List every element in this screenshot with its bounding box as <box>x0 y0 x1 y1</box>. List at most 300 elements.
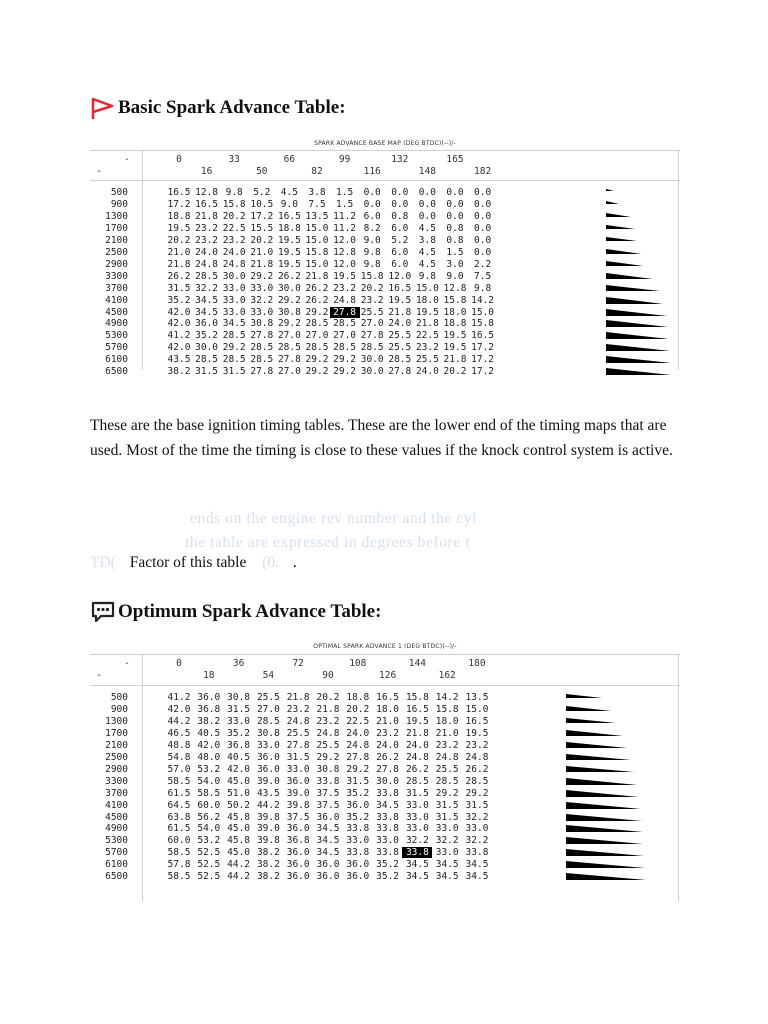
table-cell: 26.2 <box>305 294 329 306</box>
table-cell: 9.8 <box>363 258 381 270</box>
basic-spark-heading-text: Basic Spark Advance Table: <box>118 97 346 118</box>
table-cell: 18.8 <box>167 210 191 222</box>
table-cell: 24.8 <box>405 751 429 763</box>
table-cell: 34.5 <box>316 847 340 859</box>
table-cell: 18.8 <box>443 318 467 330</box>
table-cell: 35.2 <box>195 330 219 342</box>
table-cell: 17.2 <box>250 210 274 222</box>
table-cell: 24.0 <box>222 246 246 258</box>
table-cell: 31.5 <box>435 799 459 811</box>
table-cell: 5.2 <box>253 187 271 198</box>
table-cell: 33.0 <box>222 282 246 294</box>
table-cell: 24.8 <box>286 715 310 727</box>
table-cell: 15.0 <box>305 222 329 234</box>
table-cell: 9.8 <box>363 246 381 258</box>
table-cell: 45.0 <box>227 847 251 859</box>
table-cell: 54.0 <box>197 775 221 787</box>
table-cell: 25.5 <box>388 330 412 342</box>
load-header-top: 36 <box>232 658 245 669</box>
header-separator <box>90 180 680 181</box>
table-cell: 19.5 <box>333 270 357 282</box>
table-cell: 45.0 <box>227 775 251 787</box>
table-cell: 20.2 <box>443 366 467 378</box>
table-cell: 23.2 <box>465 739 489 751</box>
table-cell: 30.8 <box>316 763 340 775</box>
table-cell: 53.2 <box>197 763 221 775</box>
table-cell: 30.0 <box>195 342 219 354</box>
table-cell: 16.5 <box>465 715 489 727</box>
table-cell: 27.8 <box>277 354 301 366</box>
table-cell: 36.0 <box>286 859 310 871</box>
trend-bar <box>606 285 660 291</box>
table-cell: 48.8 <box>167 739 191 751</box>
table-cell: 6.0 <box>363 210 381 222</box>
rpm-label: 5300 <box>105 330 128 342</box>
table-cell: 19.5 <box>415 306 439 318</box>
table-cell: 33.0 <box>227 715 251 727</box>
load-header-top: 0 <box>176 658 182 669</box>
table-cell: 33.8 <box>465 847 489 859</box>
table-cell: 36.8 <box>286 835 310 847</box>
table-cell: 0.0 <box>474 246 492 258</box>
table-cell: 29.2 <box>250 270 274 282</box>
table-cell: 20.2 <box>316 692 340 703</box>
table-cell: 0.0 <box>363 198 381 210</box>
row-header-bottom: - <box>96 166 102 177</box>
table-cell: 58.5 <box>197 787 221 799</box>
table-cell: 33.8 <box>376 787 400 799</box>
table-cell: 26.2 <box>376 751 400 763</box>
table-cell: 61.5 <box>167 787 191 799</box>
table-cell: 23.2 <box>316 715 340 727</box>
table-cell: 26.2 <box>465 763 489 775</box>
table-cell: 28.5 <box>256 715 280 727</box>
table-cell: 3.0 <box>446 258 464 270</box>
table-cell: 27.8 <box>250 366 274 378</box>
table-cell: 32.2 <box>195 282 219 294</box>
table-cell: 36.0 <box>195 318 219 330</box>
faint-line-1: ends on the engine rev number and the cyl <box>190 510 478 527</box>
table-cell: 33.8 <box>316 775 340 787</box>
table-cell: 15.8 <box>222 198 246 210</box>
table-cell: 39.0 <box>286 787 310 799</box>
table-cell: 33.0 <box>465 823 489 835</box>
table-cell: 34.5 <box>435 859 459 871</box>
table-cell: 21.0 <box>435 727 459 739</box>
table-cell: 20.2 <box>346 703 370 715</box>
rpm-label: 1700 <box>105 222 128 234</box>
table-cell: 60.0 <box>197 799 221 811</box>
table-cell: 42.0 <box>167 318 191 330</box>
table-cell: 31.5 <box>286 751 310 763</box>
load-header-top: 0 <box>176 154 182 165</box>
table-cell: 1.5 <box>336 187 354 198</box>
table-cell: 42.0 <box>167 306 191 318</box>
table-cell: 15.5 <box>250 222 274 234</box>
table-cell: 33.8 <box>346 823 370 835</box>
table-cell: 4.5 <box>418 258 436 270</box>
load-header-bottom: 116 <box>363 166 381 177</box>
table-cell: 42.0 <box>167 703 191 715</box>
table-cell: 33.0 <box>376 835 400 847</box>
table-cell: 39.8 <box>256 811 280 823</box>
table-cell: 0.8 <box>446 222 464 234</box>
table-cell: 15.8 <box>405 692 429 703</box>
table-cell: 39.8 <box>256 835 280 847</box>
table-cell: 16.5 <box>405 703 429 715</box>
rpm-label: 2500 <box>105 751 128 763</box>
table-cell: 28.5 <box>222 354 246 366</box>
rpm-label: 6100 <box>105 859 128 871</box>
table-cell: 36.0 <box>286 823 310 835</box>
table-cell: 33.8 <box>376 847 400 859</box>
table-cell: 41.2 <box>167 330 191 342</box>
table-cell: 31.5 <box>222 366 246 378</box>
table-cell: 19.5 <box>405 715 429 727</box>
table-cell: 0.0 <box>391 187 409 198</box>
table-cell: 0.0 <box>446 210 464 222</box>
table-cell: 31.5 <box>465 799 489 811</box>
table-cell: 36.0 <box>256 751 280 763</box>
table-cell: 24.0 <box>346 727 370 739</box>
table-cell: 31.5 <box>435 811 459 823</box>
table-cell: 33.0 <box>256 739 280 751</box>
table-cell: 0.0 <box>474 198 492 210</box>
table-cell: 21.8 <box>388 306 412 318</box>
table-cell: 18.0 <box>435 715 459 727</box>
table-cell: 36.0 <box>346 799 370 811</box>
flag-icon <box>90 95 116 121</box>
table-cell: 51.0 <box>227 787 251 799</box>
faint-value: (0. <box>262 554 280 571</box>
rpm-label: 6100 <box>105 354 128 366</box>
table-cell: 22.5 <box>222 222 246 234</box>
table-cell: 5.2 <box>391 234 409 246</box>
row-header-divider <box>142 654 143 901</box>
table-cell: 30.8 <box>277 306 301 318</box>
table-cell: 24.8 <box>465 751 489 763</box>
table-cell: 38.2 <box>167 366 191 378</box>
rpm-label: 900 <box>110 198 128 210</box>
row-header-divider <box>142 150 143 370</box>
row-header-bottom: - <box>96 670 102 681</box>
trend-bar <box>566 849 644 856</box>
table-cell: 30.8 <box>256 727 280 739</box>
table-cell: 35.2 <box>167 294 191 306</box>
load-header-top: 108 <box>349 658 367 669</box>
table-cell: 34.5 <box>465 859 489 871</box>
table-cell: 32.2 <box>465 811 489 823</box>
table-cell: 16.5 <box>167 187 191 198</box>
table-cell: 9.8 <box>225 187 243 198</box>
rpm-label: 4900 <box>105 318 128 330</box>
table-cell: 27.8 <box>250 330 274 342</box>
table-cell: 28.5 <box>305 318 329 330</box>
table-cell: 29.2 <box>333 354 357 366</box>
table-cell: 30.8 <box>250 318 274 330</box>
table-cell: 6.0 <box>391 258 409 270</box>
trend-bar <box>606 356 671 363</box>
table-cell: 32.2 <box>435 835 459 847</box>
table-cell: 20.2 <box>250 234 274 246</box>
table-cell: 36.0 <box>256 763 280 775</box>
faint-prefix: TD( <box>90 554 116 571</box>
table-cell: 15.8 <box>305 246 329 258</box>
table-cell: 0.8 <box>446 234 464 246</box>
load-header-top: 144 <box>408 658 426 669</box>
trend-bar <box>606 273 653 279</box>
table-cell: 28.5 <box>388 354 412 366</box>
table-cell: 20.2 <box>360 282 384 294</box>
table-cell: 36.0 <box>346 859 370 871</box>
rpm-label: 2100 <box>105 739 128 751</box>
table-cell: 35.2 <box>376 871 400 883</box>
table-cell: 0.0 <box>446 187 464 198</box>
trend-bar <box>606 309 667 316</box>
table-cell: 43.5 <box>256 787 280 799</box>
table-cell: 52.5 <box>197 847 221 859</box>
rpm-label: 5700 <box>105 342 128 354</box>
table-cell: 15.8 <box>443 294 467 306</box>
table-cell: 14.2 <box>435 692 459 703</box>
table-cell: 19.5 <box>167 222 191 234</box>
table-cell: 34.5 <box>316 835 340 847</box>
table-cell: 17.2 <box>167 198 191 210</box>
table-cell: 11.2 <box>333 210 357 222</box>
table-cell: 15.0 <box>465 703 489 715</box>
table-cell: 24.8 <box>333 294 357 306</box>
table-cell: 15.0 <box>305 258 329 270</box>
table-cell: 37.5 <box>316 787 340 799</box>
rpm-label: 1300 <box>105 210 128 222</box>
rpm-label: 3300 <box>105 270 128 282</box>
table-cell: 44.2 <box>256 799 280 811</box>
table-cell: 31.5 <box>195 366 219 378</box>
table-cell: 50.2 <box>227 799 251 811</box>
table-title: SPARK ADVANCE BASE MAP (DEG BTDC)(--)/- <box>314 140 456 147</box>
table-cell: 31.5 <box>346 775 370 787</box>
table-cell: 42.0 <box>167 342 191 354</box>
table-cell: 24.8 <box>346 739 370 751</box>
table-cell: 19.5 <box>277 234 301 246</box>
table-cell: 26.2 <box>305 282 329 294</box>
table-cell: 18.8 <box>277 222 301 234</box>
table-cell: 21.8 <box>167 258 191 270</box>
trend-bar <box>566 861 645 868</box>
trend-bar <box>606 189 614 191</box>
speech-bubble-icon <box>90 599 116 625</box>
table-cell: 14.2 <box>471 294 495 306</box>
rpm-label: 2500 <box>105 246 128 258</box>
table-cell: 2.2 <box>474 258 492 270</box>
table-cell: 23.2 <box>376 727 400 739</box>
description-paragraph: These are the base ignition timing tables. These are the lower end of the timing maps that are used. Most of the time the timing is close to these values if the knock control system is active. <box>90 417 673 459</box>
table-cell: 45.0 <box>227 823 251 835</box>
table-cell: 21.8 <box>316 703 340 715</box>
rpm-label: 4100 <box>105 294 128 306</box>
table-cell: 34.5 <box>195 294 219 306</box>
table-cell: 10.5 <box>250 198 274 210</box>
table-cell: 60.0 <box>167 835 191 847</box>
table-cell: 15.8 <box>435 703 459 715</box>
table-cell: 34.5 <box>195 306 219 318</box>
table-cell: 38.2 <box>256 847 280 859</box>
table-cell: 6.0 <box>391 222 409 234</box>
table-cell: 33.0 <box>286 763 310 775</box>
table-cell: 36.0 <box>197 692 221 703</box>
table-cell: 21.8 <box>305 270 329 282</box>
table-cell: 44.2 <box>167 715 191 727</box>
table-cell: 24.0 <box>376 739 400 751</box>
table-cell: 28.5 <box>305 342 329 354</box>
trend-bar <box>606 332 669 339</box>
table-cell: 9.0 <box>280 198 298 210</box>
table-cell: 28.5 <box>333 318 357 330</box>
table-cell: 4.5 <box>418 246 436 258</box>
table-cell: 36.0 <box>286 775 310 787</box>
table-cell: 15.8 <box>360 270 384 282</box>
table-cell: 30.8 <box>227 692 251 703</box>
trend-bar <box>606 213 631 217</box>
table-cell: 27.0 <box>305 330 329 342</box>
table-cell: 38.2 <box>197 715 221 727</box>
table-cell: 9.0 <box>363 234 381 246</box>
trend-bar <box>606 344 670 351</box>
load-header-bottom: 162 <box>438 670 456 681</box>
table-cell: 26.2 <box>167 270 191 282</box>
rpm-label: 5700 <box>105 847 128 859</box>
table-cell: 26.2 <box>277 270 301 282</box>
table-cell: 21.0 <box>167 246 191 258</box>
rpm-label: 5300 <box>105 835 128 847</box>
table-cell: 1.5 <box>446 246 464 258</box>
table-cell: 25.5 <box>360 306 384 318</box>
table-cell: 27.8 <box>360 330 384 342</box>
table-cell: 35.2 <box>376 859 400 871</box>
factor-text: Factor of this table <box>129 554 247 571</box>
trend-bar <box>606 368 671 375</box>
table-cell: 29.2 <box>305 306 329 318</box>
table-cell: 12.0 <box>333 234 357 246</box>
table-cell: 18.0 <box>443 306 467 318</box>
table-cell: 18.0 <box>415 294 439 306</box>
table-cell: 19.5 <box>465 727 489 739</box>
table-right-border <box>678 150 679 370</box>
spark-advance-base-map <box>90 140 680 378</box>
highlighted-cell: 27.8 <box>330 307 360 318</box>
rpm-label: 500 <box>110 692 128 703</box>
load-header-bottom: 82 <box>311 166 323 177</box>
table-cell: 31.5 <box>405 787 429 799</box>
table-cell: 34.5 <box>316 823 340 835</box>
table-cell: 25.5 <box>435 763 459 775</box>
table-cell: 12.0 <box>333 258 357 270</box>
table-cell: 28.5 <box>195 270 219 282</box>
table-cell: 19.5 <box>277 246 301 258</box>
table-cell: 33.0 <box>250 306 274 318</box>
table-cell: 24.8 <box>195 258 219 270</box>
header-separator <box>90 685 680 686</box>
table-cell: 1.5 <box>336 198 354 210</box>
table-cell: 39.0 <box>256 823 280 835</box>
load-header-top: 33 <box>228 154 240 165</box>
table-cell: 19.5 <box>388 294 412 306</box>
trend-bar <box>566 825 643 832</box>
table-cell: 26.2 <box>405 763 429 775</box>
table-cell: 29.2 <box>305 366 329 378</box>
table-cell: 21.0 <box>376 715 400 727</box>
table-cell: 7.5 <box>474 270 492 282</box>
table-cell: 36.0 <box>316 871 340 883</box>
table-cell: 29.2 <box>333 366 357 378</box>
table-cell: 34.5 <box>465 871 489 883</box>
rpm-label: 6500 <box>105 871 128 883</box>
table-cell: 35.2 <box>346 811 370 823</box>
row-header-top: - <box>124 154 130 165</box>
table-cell: 38.2 <box>256 871 280 883</box>
table-cell: 21.8 <box>443 354 467 366</box>
table-cell: 29.2 <box>346 763 370 775</box>
table-cell: 9.8 <box>418 270 436 282</box>
table-cell: 20.2 <box>222 210 246 222</box>
table-cell: 33.8 <box>346 847 370 859</box>
table-cell: 34.5 <box>405 859 429 871</box>
trend-bar <box>606 225 635 229</box>
table-cell: 27.0 <box>360 318 384 330</box>
table-cell: 27.8 <box>286 739 310 751</box>
table-cell: 21.0 <box>250 246 274 258</box>
table-cell: 33.0 <box>435 823 459 835</box>
trend-bar <box>566 766 634 772</box>
table-cell: 24.8 <box>435 751 459 763</box>
table-cell: 23.2 <box>195 222 219 234</box>
table-cell: 45.8 <box>227 811 251 823</box>
table-cell: 61.5 <box>167 823 191 835</box>
table-cell: 16.5 <box>277 210 301 222</box>
table-cell: 13.5 <box>465 692 489 703</box>
load-header-bottom: 182 <box>474 166 492 177</box>
table-cell: 19.5 <box>443 342 467 354</box>
rpm-label: 2100 <box>105 234 128 246</box>
optimal-spark-advance-map <box>90 643 680 901</box>
table-cell: 21.8 <box>195 210 219 222</box>
rpm-label: 3700 <box>105 282 128 294</box>
rpm-label: 4900 <box>105 823 128 835</box>
table-cell: 12.8 <box>443 282 467 294</box>
table-cell: 34.5 <box>376 799 400 811</box>
table-cell: 41.2 <box>167 692 191 703</box>
table-cell: 12.8 <box>333 246 357 258</box>
rpm-label: 4500 <box>105 306 128 318</box>
table-cell: 29.2 <box>316 751 340 763</box>
table-cell: 24.0 <box>195 246 219 258</box>
table-cell: 33.0 <box>250 282 274 294</box>
table-cell: 28.5 <box>250 342 274 354</box>
trend-bar <box>566 730 623 736</box>
table-cell: 39.0 <box>256 775 280 787</box>
table-cell: 44.2 <box>227 871 251 883</box>
table-title: OPTIMAL SPARK ADVANCE 1 (DEG BTDC)(--)/- <box>313 643 457 650</box>
table-cell: 4.5 <box>418 222 436 234</box>
basic-spark-heading <box>90 93 346 123</box>
table-cell: 58.5 <box>167 847 191 859</box>
table-cell: 22.5 <box>415 330 439 342</box>
rpm-label: 4100 <box>105 799 128 811</box>
table-cell: 4.5 <box>280 187 298 198</box>
table-cell: 28.5 <box>333 342 357 354</box>
table-cell: 0.8 <box>391 210 409 222</box>
table-cell: 33.0 <box>405 811 429 823</box>
